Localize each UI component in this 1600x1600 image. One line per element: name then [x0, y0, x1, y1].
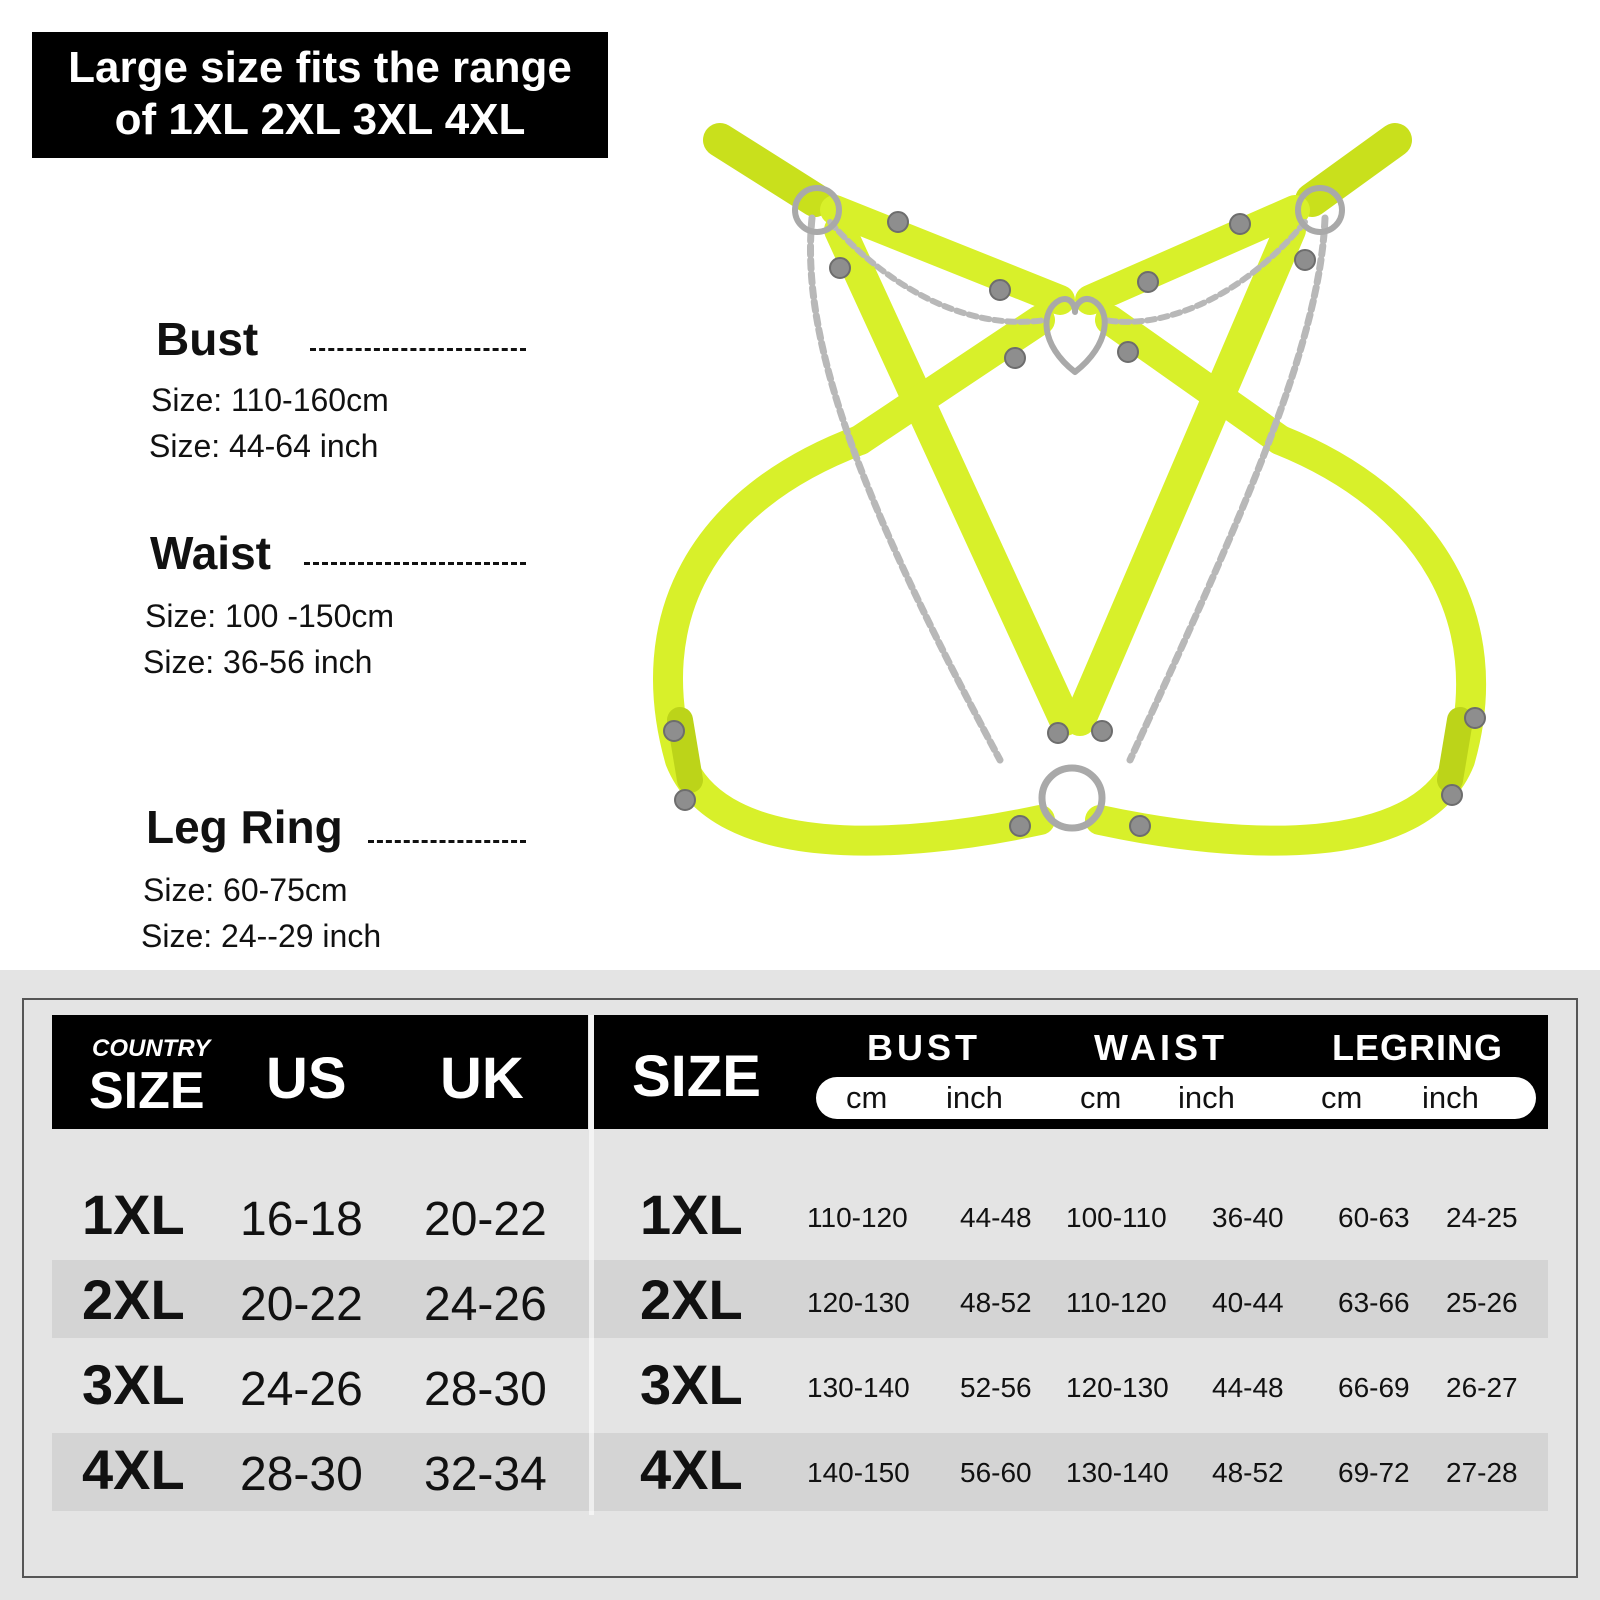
row-waist-cm: 130-140 — [1066, 1457, 1169, 1488]
measure-inch: Size: 36-56 inch — [143, 644, 373, 680]
measure-leg-ring — [142, 800, 532, 960]
row-bust-cm: 120-130 — [807, 1287, 910, 1318]
unit-leg-inch: inch — [1422, 1080, 1479, 1115]
row-leg-inch: 24-25 — [1446, 1202, 1518, 1233]
row-leg-inch: 25-26 — [1446, 1287, 1518, 1318]
row-waist-inch: 36-40 — [1212, 1202, 1284, 1233]
unit-leg-cm: cm — [1321, 1080, 1363, 1115]
measure-inch: Size: 44-64 inch — [149, 428, 379, 464]
row-bust-inch: 44-48 — [960, 1202, 1032, 1233]
table-header-measurements — [594, 1015, 1548, 1129]
header-country: COUNTRY — [92, 1035, 211, 1062]
row-leg-inch: 27-28 — [1446, 1457, 1518, 1488]
row-bust-cm: 140-150 — [807, 1457, 910, 1488]
row-size: 4XL — [82, 1438, 185, 1501]
row-leg-cm: 69-72 — [1338, 1457, 1410, 1488]
row-uk: 20-22 — [424, 1193, 547, 1246]
strap-shoulder-left — [720, 140, 815, 200]
row-waist-inch: 48-52 — [1212, 1457, 1284, 1488]
header-waist: WAIST — [1094, 1027, 1228, 1068]
unit-waist-inch: inch — [1178, 1080, 1235, 1115]
stud — [830, 258, 850, 278]
harness-product-image — [640, 120, 1540, 860]
stud — [1005, 348, 1025, 368]
row-size: 3XL — [82, 1353, 185, 1416]
measure-divider — [310, 348, 526, 351]
header-bust: BUST — [867, 1027, 981, 1068]
measure-divider — [368, 840, 526, 843]
unit-bust-cm: cm — [846, 1080, 888, 1115]
strap-loop-inner-right — [1450, 720, 1460, 780]
header-us: US — [266, 1046, 347, 1111]
unit-bust-inch: inch — [946, 1080, 1003, 1115]
row-bust-inch: 48-52 — [960, 1287, 1032, 1318]
row-uk: 24-26 — [424, 1278, 547, 1331]
row-us: 24-26 — [240, 1363, 363, 1416]
row-bust-cm: 110-120 — [807, 1202, 908, 1233]
measure-inch: Size: 24--29 inch — [141, 918, 382, 954]
measure-waist — [144, 526, 534, 686]
row-waist-inch: 44-48 — [1212, 1372, 1284, 1403]
chain-right — [1130, 218, 1325, 760]
header-size: SIZE — [632, 1044, 761, 1109]
ring-center-bottom — [1042, 768, 1102, 828]
stud — [1442, 785, 1462, 805]
row-us: 20-22 — [240, 1278, 363, 1331]
table-header-country — [52, 1015, 588, 1129]
measure-divider — [304, 562, 526, 565]
measure-title: Bust — [156, 313, 259, 365]
stud — [675, 790, 695, 810]
stud — [1010, 816, 1030, 836]
row-waist-inch: 40-44 — [1212, 1287, 1284, 1318]
measure-title: Waist — [150, 527, 271, 579]
measure-title: Leg Ring — [146, 801, 343, 853]
size-range-banner — [32, 32, 608, 158]
unit-pill — [816, 1077, 1536, 1119]
row-us: 16-18 — [240, 1193, 363, 1246]
measure-cm: Size: 100 -150cm — [145, 598, 395, 634]
row-leg-cm: 60-63 — [1338, 1202, 1410, 1233]
stud — [1092, 721, 1112, 741]
row-us: 28-30 — [240, 1448, 363, 1501]
row-uk: 32-34 — [424, 1448, 547, 1501]
row-bust-cm: 130-140 — [807, 1372, 910, 1403]
row-size-right: 4XL — [640, 1438, 743, 1501]
row-bust-inch: 56-60 — [960, 1457, 1032, 1488]
row-uk: 28-30 — [424, 1363, 547, 1416]
row-size-right: 3XL — [640, 1353, 743, 1416]
stud — [664, 721, 684, 741]
strap-loop-right — [1100, 440, 1471, 841]
row-size: 1XL — [82, 1183, 185, 1246]
stud — [1230, 214, 1250, 234]
stud — [1295, 250, 1315, 270]
row-waist-cm: 120-130 — [1066, 1372, 1169, 1403]
stud — [1138, 272, 1158, 292]
stud — [1048, 723, 1068, 743]
measure-bust — [150, 312, 530, 472]
stud — [888, 212, 908, 232]
row-waist-cm: 100-110 — [1066, 1202, 1167, 1233]
row-bust-inch: 52-56 — [960, 1372, 1032, 1403]
unit-waist-cm: cm — [1080, 1080, 1122, 1115]
strap-loop-left — [668, 440, 1040, 841]
row-size-right: 2XL — [640, 1268, 743, 1331]
row-leg-inch: 26-27 — [1446, 1372, 1518, 1403]
row-leg-cm: 63-66 — [1338, 1287, 1410, 1318]
stud — [1130, 816, 1150, 836]
stud — [1465, 708, 1485, 728]
row-size: 2XL — [82, 1268, 185, 1331]
banner-line-1: Large size fits the range — [68, 43, 572, 92]
stud — [990, 280, 1010, 300]
measure-cm: Size: 110-160cm — [151, 382, 389, 418]
header-country-size: SIZE — [89, 1062, 205, 1120]
stud — [1118, 342, 1138, 362]
row-waist-cm: 110-120 — [1066, 1287, 1167, 1318]
header-legring: LEGRING — [1332, 1027, 1504, 1068]
measure-cm: Size: 60-75cm — [143, 872, 348, 908]
header-uk: UK — [440, 1046, 524, 1111]
row-size-right: 1XL — [640, 1183, 743, 1246]
banner-line-2: of 1XL 2XL 3XL 4XL — [114, 95, 526, 144]
row-leg-cm: 66-69 — [1338, 1372, 1410, 1403]
